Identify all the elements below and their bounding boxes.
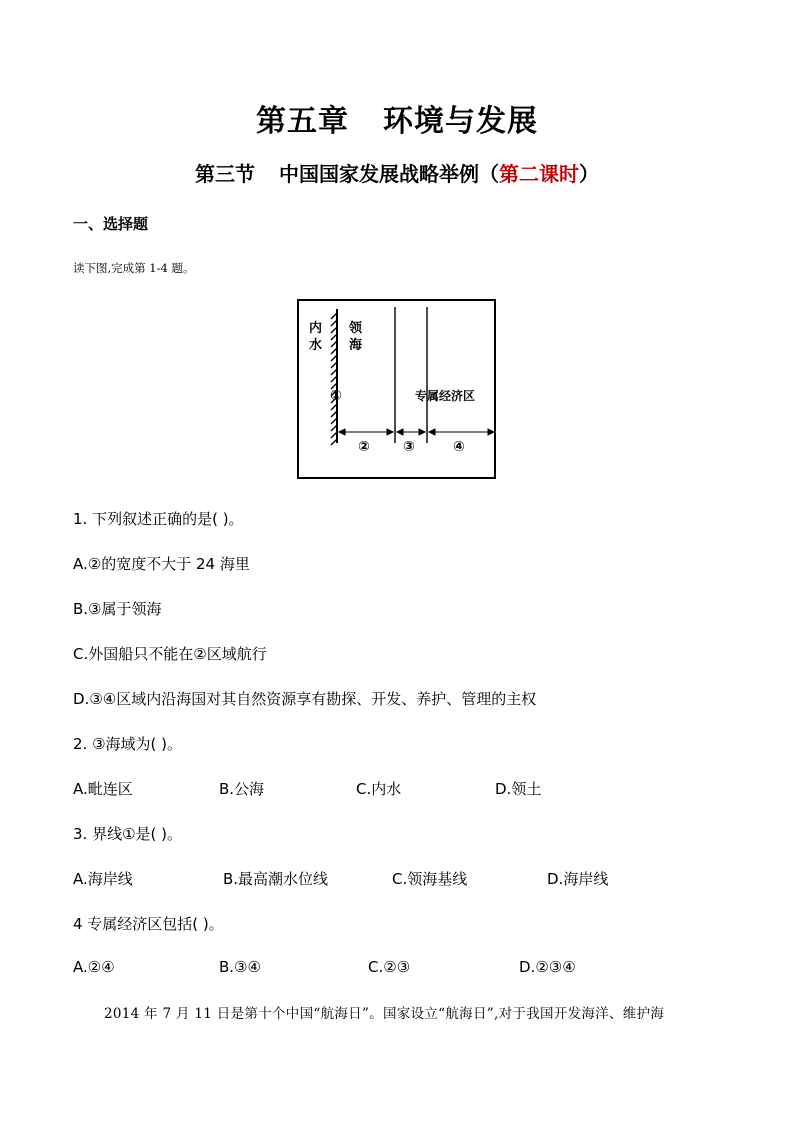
question-3-option-a: A.海岸线 <box>73 870 133 888</box>
question-4-option-a: A.②④ <box>73 958 115 976</box>
question-3-option-d: D.海岸线 <box>547 870 609 888</box>
passage-first-line: 2014 年 7 月 11 日是第十个中国“航海日”。国家设立“航海日”,对于我国开发海洋、维护海 <box>104 1006 665 1022</box>
sea-zone-diagram <box>297 299 496 479</box>
question-4-option-d: D.②③④ <box>519 958 576 976</box>
question-4-stem: 4 专属经济区包括( )。 <box>73 915 224 933</box>
label-linghai-2: 海 <box>349 338 363 353</box>
question-1-option-b: B.③属于领海 <box>73 600 162 618</box>
label-eez: 专属经济区 <box>415 389 476 403</box>
section-title-close: ） <box>579 162 599 186</box>
section-title <box>0 158 794 187</box>
question-3-stem: 3. 界线①是( )。 <box>73 825 182 843</box>
section-number: 第三节 <box>195 162 255 186</box>
question-2-stem: 2. ③海域为( )。 <box>73 735 182 753</box>
label-baseline: ① <box>330 388 342 404</box>
question-2-option-a: A.毗连区 <box>73 780 133 798</box>
question-4-option-c: C.②③ <box>368 958 411 976</box>
question-1-option-c: C.外国船只不能在②区域航行 <box>73 645 267 663</box>
label-segment-4: ④ <box>453 439 465 455</box>
chapter-title <box>0 96 794 140</box>
question-2-option-c: C.内水 <box>356 780 402 798</box>
question-3-option-b: B.最高潮水位线 <box>223 870 329 888</box>
chapter-number: 第五章 <box>256 104 349 139</box>
part-heading: 一、选择题 <box>73 215 149 233</box>
question-3-option-c: C.领海基线 <box>392 870 468 888</box>
label-neishui-2: 水 <box>309 338 323 353</box>
lesson-period: 第二课时 <box>499 162 579 186</box>
intro-text: 读下图,完成第 1-4 题。 <box>73 261 195 275</box>
question-2-option-d: D.领土 <box>495 780 542 798</box>
question-2-option-b: B.公海 <box>219 780 265 798</box>
question-1-stem: 1. 下列叙述正确的是( )。 <box>73 510 244 528</box>
label-segment-2: ② <box>358 439 370 455</box>
question-4-option-b: B.③④ <box>219 958 261 976</box>
section-name: 中国国家发展战略举例（ <box>279 162 499 186</box>
question-1-option-a: A.②的宽度不大于 24 海里 <box>73 555 250 573</box>
label-segment-3: ③ <box>403 439 415 455</box>
label-linghai-1: 领 <box>349 321 363 336</box>
label-neishui-1: 内 <box>309 321 323 336</box>
question-1-option-d: D.③④区域内沿海国对其自然资源享有勘探、开发、养护、管理的主权 <box>73 690 537 708</box>
chapter-name: 环境与发展 <box>383 104 538 139</box>
